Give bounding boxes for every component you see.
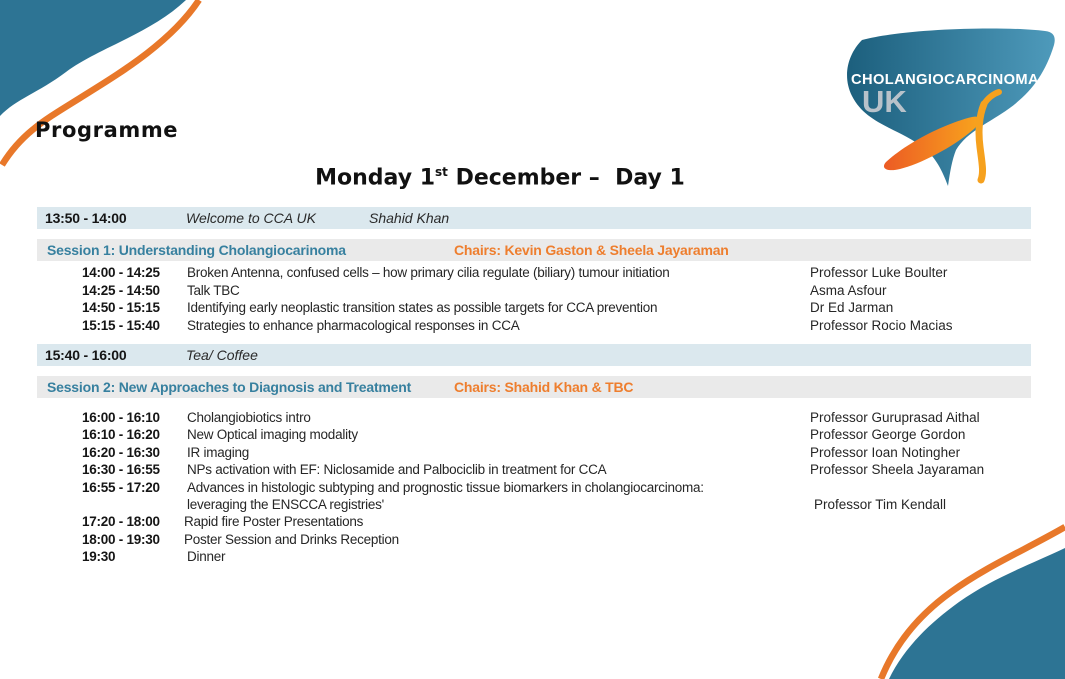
talk-title: Broken Antenna, confused cells – how primary cilia regulate (biliary) tumour initiation xyxy=(187,265,670,280)
day-title xyxy=(0,165,1000,190)
talk-title: Identifying early neoplastic transition states as possible targets for CCA prevention xyxy=(187,300,658,315)
break-row xyxy=(37,344,1031,366)
talk-time: 14:25 - 14:50 xyxy=(82,283,160,298)
talk-time: 19:30 xyxy=(82,549,116,564)
talk-speaker: Professor George Gordon xyxy=(810,427,966,442)
talk-row xyxy=(0,462,1065,479)
talk-row xyxy=(0,480,1065,497)
talk-title: Cholangiobiotics intro xyxy=(187,410,311,425)
talk-title: New Optical imaging modality xyxy=(187,427,358,442)
talk-time: 16:20 - 16:30 xyxy=(82,445,160,460)
row-title: Tea/ Coffee xyxy=(186,347,258,363)
talk-title: Dinner xyxy=(187,549,226,564)
row-speaker: Shahid Khan xyxy=(369,210,450,226)
talk-row xyxy=(0,318,1065,335)
talk-row xyxy=(0,283,1065,300)
page-title: Programme xyxy=(35,118,179,142)
talk-time: 16:30 - 16:55 xyxy=(82,462,160,477)
session2-header xyxy=(37,376,1031,398)
row-time: 15:40 - 16:00 xyxy=(45,347,127,363)
talk-title: NPs activation with EF: Niclosamide and Palbociclib in treatment for CCA xyxy=(187,462,607,477)
session1-header xyxy=(37,239,1031,261)
talk-speaker: Professor Rocio Macias xyxy=(810,318,953,333)
talk-speaker: Professor Guruprasad Aithal xyxy=(810,410,980,425)
day-title-ordinal: st xyxy=(435,165,448,179)
talk-title: Strategies to enhance pharmacological responses in CCA xyxy=(187,318,520,333)
session2-title: Session 2: New Approaches to Diagnosis and Treatment xyxy=(47,379,412,395)
talk-title: Talk TBC xyxy=(187,283,240,298)
day-title-text: Monday 1 xyxy=(315,165,436,191)
talk-row xyxy=(0,532,1065,549)
talk-title: Advances in histologic subtyping and prognostic tissue biomarkers in cholangiocarcinoma: xyxy=(187,480,704,495)
session1-title: Session 1: Understanding Cholangiocarinoma xyxy=(47,242,346,258)
talk-title-line2: leveraging the ENSCCA registries' xyxy=(187,497,384,512)
session1-chairs: Chairs: Kevin Gaston & Sheela Jayaraman xyxy=(454,242,729,258)
talk-speaker: Professor Sheela Jayaraman xyxy=(810,462,985,477)
welcome-row xyxy=(37,207,1031,229)
talk-row xyxy=(0,300,1065,317)
talk-title: Poster Session and Drinks Reception xyxy=(184,532,399,547)
talk-time: 16:55 - 17:20 xyxy=(82,480,160,495)
talk-row xyxy=(0,549,1065,566)
talk-row xyxy=(0,265,1065,282)
talk-time: 17:20 - 18:00 xyxy=(82,514,160,529)
talk-speaker: Asma Asfour xyxy=(810,283,887,298)
row-title: Welcome to CCA UK xyxy=(186,210,316,226)
logo-line1-text: CHOLANGIOCARCINOMA xyxy=(851,71,1039,88)
talk-row xyxy=(0,514,1065,531)
talk-row xyxy=(0,410,1065,427)
session2-chairs: Chairs: Shahid Khan & TBC xyxy=(454,379,634,395)
talk-time: 16:00 - 16:10 xyxy=(82,410,160,425)
talk-speaker: Professor Ioan Notingher xyxy=(810,445,961,460)
talk-time: 14:50 - 15:15 xyxy=(82,300,160,315)
talk-row xyxy=(0,445,1065,462)
talk-speaker: Professor Tim Kendall xyxy=(814,497,947,512)
day-title-rest: December – Day 1 xyxy=(447,165,685,191)
talk-row-continuation xyxy=(0,497,1065,514)
talk-speaker: Professor Luke Boulter xyxy=(810,265,948,280)
talk-time: 15:15 - 15:40 xyxy=(82,318,160,333)
talk-time: 16:10 - 16:20 xyxy=(82,427,160,442)
talk-speaker: Dr Ed Jarman xyxy=(810,300,894,315)
talk-time: 18:00 - 19:30 xyxy=(82,532,160,547)
talk-title: IR imaging xyxy=(187,445,250,460)
talk-time: 14:00 - 14:25 xyxy=(82,265,160,280)
talk-title: Rapid fire Poster Presentations xyxy=(184,514,364,529)
logo-line2-text: UK xyxy=(862,84,907,119)
talk-row xyxy=(0,427,1065,444)
row-time: 13:50 - 14:00 xyxy=(45,210,127,226)
